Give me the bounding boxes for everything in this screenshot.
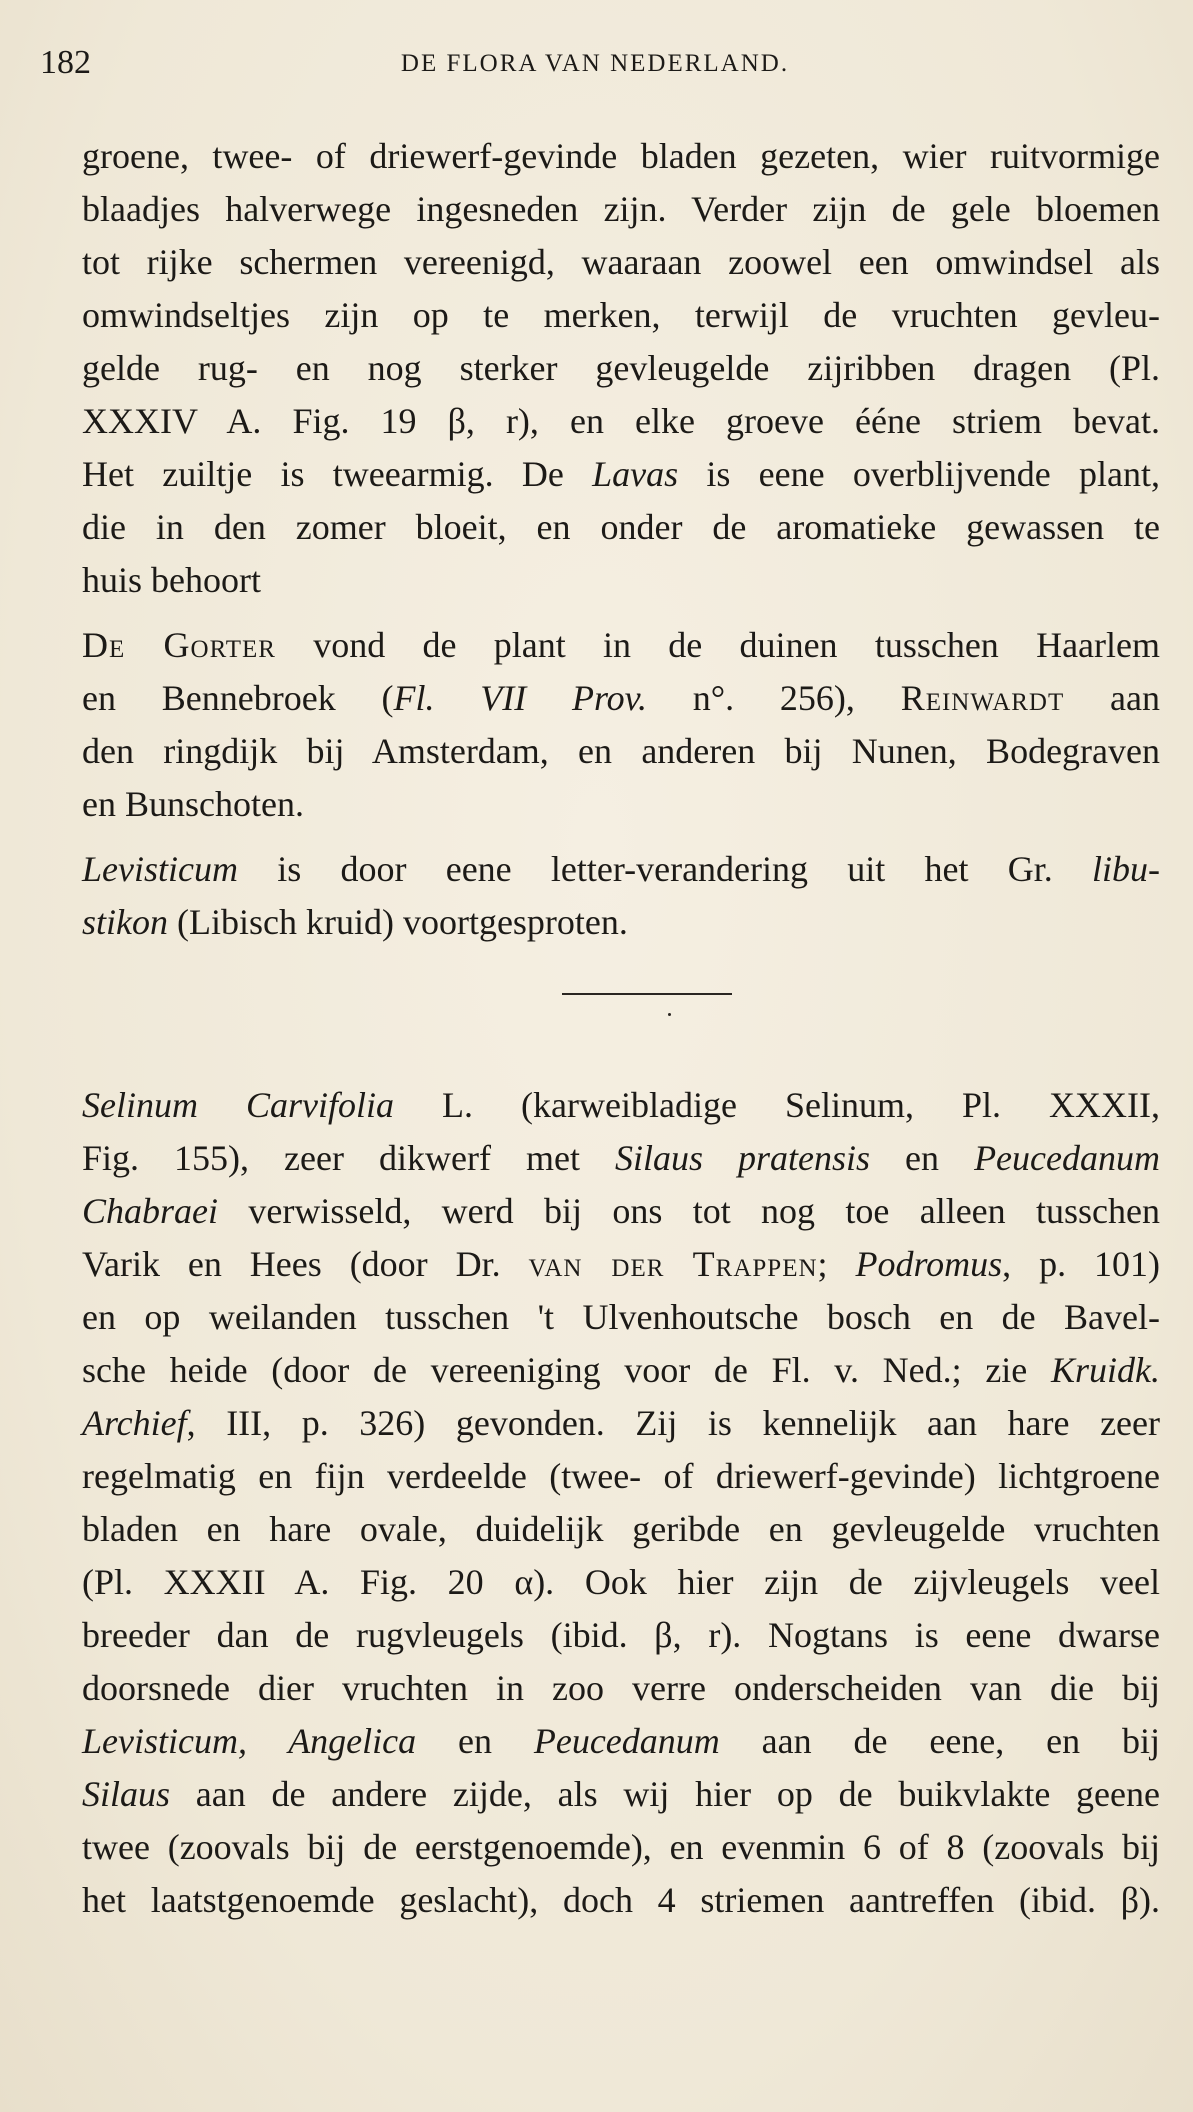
author-name: De Gorter xyxy=(82,625,276,665)
paragraph-lavas-description xyxy=(82,130,1160,607)
text-line: en Bennebroek (Fl. VII Prov. n°. 256), Reinwardt aan xyxy=(82,678,1160,718)
text-line: Varik en Hees (door Dr. van der Trappen; Podromus, p. 101) xyxy=(82,1244,1160,1284)
text-line: en Bunschoten. xyxy=(82,784,304,824)
text-line: blaadjes halverwege ingesneden zijn. Verder zijn de gele bloemen xyxy=(82,189,1160,229)
text-line: doorsnede dier vruchten in zoo verre onderscheiden van die bij xyxy=(82,1668,1160,1708)
greek-term: libu- xyxy=(1092,849,1160,889)
reference-title: Fl. VII Prov. xyxy=(393,678,647,718)
section-divider xyxy=(82,949,1160,1039)
greek-term: stikon xyxy=(82,902,168,942)
text-line: en op weilanden tusschen 't Ulvenhoutsche bosch en de Bavel- xyxy=(82,1297,1160,1337)
text-line: groene, twee- of driewerf-gevinde bladen gezeten, wier ruitvormige xyxy=(82,136,1160,176)
text-line: sche heide (door de vereeniging voor de Fl. v. Ned.; zie Kruidk. xyxy=(82,1350,1160,1390)
text-line: Het zuiltje is tweearmig. De Lavas is eene overblijvende plant, xyxy=(82,454,1161,494)
text-line: tot rijke schermen vereenigd, waaraan zoowel een omwindsel als xyxy=(82,242,1160,282)
text-line: bladen en hare ovale, duidelijk geribde en gevleugelde vruchten xyxy=(82,1509,1160,1549)
page-number: 182 xyxy=(40,44,91,81)
divider-dot xyxy=(668,1013,671,1016)
text-line: die in den zomer bloeit, en onder de aromatieke gewassen te xyxy=(82,507,1160,547)
species-epithet: Chabraei xyxy=(82,1191,219,1231)
text-line: huis behoort xyxy=(82,560,261,600)
text-line: (Pl. XXXII A. Fig. 20 α). Ook hier zijn de zijvleugels veel xyxy=(82,1562,1160,1602)
species-name: Selinum Carvifolia xyxy=(82,1085,395,1125)
genus-name: Silaus xyxy=(82,1774,171,1814)
text-line: De Gorter vond de plant in de duinen tusschen Haarlem xyxy=(82,625,1160,665)
genus-name: Peucedanum xyxy=(974,1138,1160,1178)
genus-name: Levisticum xyxy=(82,849,238,889)
reference-title: Podromus xyxy=(855,1244,1003,1284)
text-line: stikon (Libisch kruid) voortgesproten. xyxy=(82,902,628,942)
text-line: Selinum Carvifolia L. (karweibladige Selinum, Pl. XXXII, xyxy=(82,1085,1160,1125)
species-name: Silaus pratensis xyxy=(614,1138,871,1178)
text-line: breeder dan de rugvleugels (ibid. β, r). Nogtans is eene dwarse xyxy=(82,1615,1160,1655)
genus-name: Peucedanum xyxy=(533,1721,720,1761)
text-line: het laatstgenoemde geslacht), doch 4 striemen aantreffen (ibid. β). xyxy=(82,1880,1160,1920)
genus-name: Levisticum, Angelica xyxy=(82,1721,417,1761)
text-line: Chabraei verwisseld, werd bij ons tot nog toe alleen tusschen xyxy=(82,1191,1160,1231)
text-line: omwindseltjes zijn op te merken, terwijl de vruchten gevleu- xyxy=(82,295,1160,335)
text-line: Silaus aan de andere zijde, als wij hier op de buikvlakte geene xyxy=(82,1774,1160,1814)
text-line: regelmatig en fijn verdeelde (twee- of driewerf-gevinde) lichtgroene xyxy=(82,1456,1160,1496)
running-title: DE FLORA VAN NEDERLAND. xyxy=(400,50,790,77)
author-name: Reinwardt xyxy=(900,678,1065,718)
text-line: Fig. 155), zeer dikwerf met Silaus pratensis en Peucedanum xyxy=(82,1138,1160,1178)
paragraph-etymology xyxy=(82,843,1160,949)
text-line: den ringdijk bij Amsterdam, en anderen bij Nunen, Bodegraven xyxy=(82,731,1160,771)
body-text xyxy=(82,130,1160,1927)
reference-title: Archief xyxy=(82,1403,187,1443)
page-header xyxy=(40,44,1150,94)
paragraph-selinum xyxy=(82,1079,1160,1927)
reference-title: Kruidk. xyxy=(1050,1350,1160,1390)
text-line: Archief, III, p. 326) gevonden. Zij is kennelijk aan hare zeer xyxy=(82,1403,1160,1443)
text-line: XXXIV A. Fig. 19 β, r), en elke groeve ééne striem bevat. xyxy=(82,401,1160,441)
text-line: Levisticum is door eene letter-verandering uit het Gr. libu- xyxy=(82,849,1160,889)
text-line: Levisticum, Angelica en Peucedanum aan de eene, en bij xyxy=(82,1721,1160,1761)
divider-rule xyxy=(562,993,732,995)
paragraph-localities xyxy=(82,619,1160,831)
author-name: van der Trappen xyxy=(528,1244,818,1284)
genus-name: Lavas xyxy=(592,454,679,494)
text-line: twee (zoovals bij de eerstgenoemde), en evenmin 6 of 8 (zoovals bij xyxy=(82,1827,1160,1867)
text-line: gelde rug- en nog sterker gevleugelde zijribben dragen (Pl. xyxy=(82,348,1160,388)
